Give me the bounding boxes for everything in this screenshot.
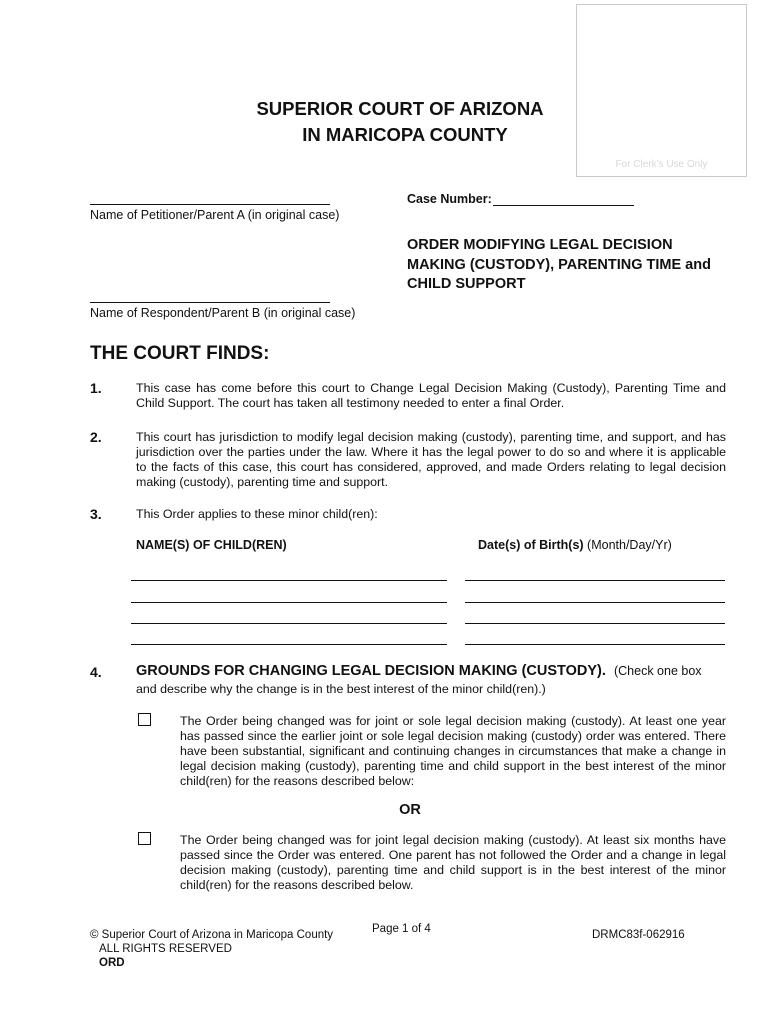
item-2-text: This court has jurisdiction to modify legal decision making (custody), parenting time, and support, and has jurisdiction over the parties under the law. Where it has the legal power to do so and where it is applicable to the facts of this case, this court has considered, approved, and made Orders relating to legal decision making (custody), parenting time and support. bbox=[136, 430, 726, 489]
child-dob-line[interactable] bbox=[465, 580, 725, 581]
child-dob-header-format: (Month/Day/Yr) bbox=[583, 538, 672, 552]
child-dob-header-bold: Date(s) of Birth(s) bbox=[478, 538, 584, 552]
petitioner-label: Name of Petitioner/Parent A (in original case) bbox=[90, 208, 340, 222]
respondent-name-line[interactable] bbox=[90, 302, 330, 303]
item-1-number: 1. bbox=[90, 380, 102, 396]
grounds-option-2-checkbox[interactable] bbox=[138, 832, 151, 845]
item-1-text: This case has come before this court to Change Legal Decision Making (Custody), Parenting Time and Child Support. The court has taken all testimony needed to enter a final Order. bbox=[136, 381, 726, 410]
petitioner-name-line[interactable] bbox=[90, 204, 330, 205]
item-4-number: 4. bbox=[90, 664, 102, 680]
child-name-line[interactable] bbox=[131, 644, 447, 645]
footer-code: ORD bbox=[99, 957, 125, 969]
child-dob-line[interactable] bbox=[465, 623, 725, 624]
footer-rights: ALL RIGHTS RESERVED bbox=[99, 943, 232, 955]
child-name-line[interactable] bbox=[131, 602, 447, 603]
child-name-header: NAME(S) OF CHILD(REN) bbox=[136, 538, 287, 552]
case-number-label: Case Number: bbox=[407, 192, 492, 206]
item-2-number: 2. bbox=[90, 429, 102, 445]
respondent-label: Name of Respondent/Parent B (in original case) bbox=[90, 306, 356, 320]
order-title bbox=[407, 236, 727, 295]
grounds-heading-note: (Check one box bbox=[613, 664, 702, 678]
child-name-line[interactable] bbox=[131, 580, 447, 581]
case-number-field[interactable] bbox=[493, 205, 634, 206]
order-title-line2: MAKING (CUSTODY), PARENTING TIME and bbox=[407, 256, 711, 273]
child-name-line[interactable] bbox=[131, 623, 447, 624]
court-name-line2: IN MARICOPA COUNTY bbox=[302, 124, 508, 145]
child-dob-line[interactable] bbox=[465, 602, 725, 603]
grounds-subtext: and describe why the change is in the best interest of the minor child(ren).) bbox=[136, 682, 546, 696]
findings-heading: THE COURT FINDS: bbox=[90, 343, 270, 364]
clerk-use-label: For Clerk's Use Only bbox=[615, 159, 708, 170]
footer-page-number: Page 1 of 4 bbox=[372, 923, 431, 935]
grounds-option-2-text: The Order being changed was for joint legal decision making (custody). At least six months have passed since the Order was entered. One parent has not followed the Order and a change in legal decision making (custody), parenting time and child support is in the best interest of the minor child(ren) for the reasons described below. bbox=[180, 833, 726, 892]
child-dob-line[interactable] bbox=[465, 644, 725, 645]
order-title-line1: ORDER MODIFYING LEGAL DECISION bbox=[407, 237, 673, 253]
footer-copyright: © Superior Court of Arizona in Maricopa County bbox=[90, 929, 334, 941]
clerk-use-box bbox=[576, 4, 747, 177]
item-3-text: This Order applies to these minor child(ren): bbox=[136, 507, 378, 521]
item-3-number: 3. bbox=[90, 506, 102, 522]
or-separator: OR bbox=[399, 802, 421, 818]
grounds-heading bbox=[136, 663, 736, 679]
court-name-line1: SUPERIOR COURT OF ARIZONA bbox=[256, 98, 544, 119]
grounds-heading-text: GROUNDS FOR CHANGING LEGAL DECISION MAKING (CUSTODY). bbox=[136, 663, 606, 679]
order-title-line3: CHILD SUPPORT bbox=[407, 276, 526, 292]
child-dob-header bbox=[478, 538, 672, 552]
grounds-option-1-checkbox[interactable] bbox=[138, 713, 151, 726]
grounds-option-1-text: The Order being changed was for joint or sole legal decision making (custody). At least one year has passed since the earlier joint or sole legal decision making (custody) order was entered. There have been substantial, significant and continuing changes in circumstances that make a change in legal decision making (custody), parenting time and child support in the best interest of the minor child(ren) for the reasons described below: bbox=[180, 714, 726, 788]
footer-form-id: DRMC83f-062916 bbox=[592, 929, 685, 941]
